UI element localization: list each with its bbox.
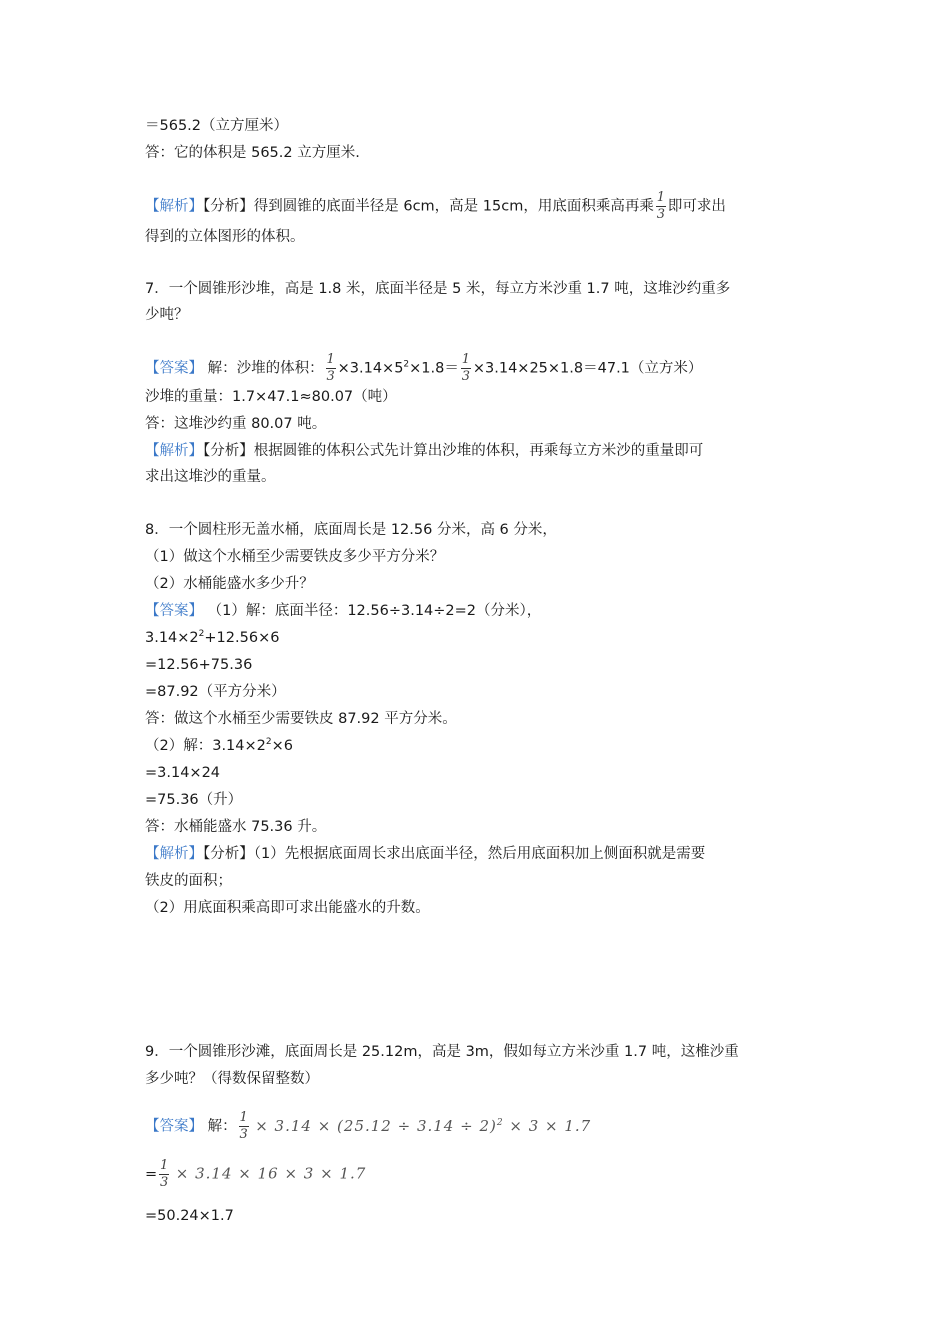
q7-question-line-2: 少吨？ [145, 307, 189, 323]
fraction-one-third: $\frac{1}{3}$ [461, 352, 471, 384]
q7-answer-line-3: 答：这堆沙约重 80.07 吨。 [145, 416, 327, 432]
p6-analysis [145, 190, 726, 223]
q7-analysis-line-2: 求出这堆沙的重量。 [145, 469, 276, 485]
q9-formula: × $3.14 \times (25.12 \div 3.14 \div 2)^2 \times 3 \times 1.7$ [255, 1116, 592, 1135]
q8-answer-line-7: =3.14×24 [145, 765, 221, 781]
answer-tag: 【答案】 [145, 603, 203, 619]
analysis-sub-tag: 【分析】 [203, 846, 254, 862]
q9-formula-2: × 3.14 × 16 × 3 × 1.7 [175, 1164, 367, 1183]
q7-answer-line-1: 【答案】 解：沙堆的体积： $\frac{1}{3}$ $\times 3.14\times 5^2\times 1.8=$ $\frac{1}{3}$ ×3.14×25×1.8＝47.1（立方米） [145, 352, 703, 384]
q8-analysis-line-1: 【解析】【分析】（1）先根据底面周长求出底面半径，然后用底面积加上侧面积就是需要 [145, 846, 706, 862]
p6-analysis-text-a: 得到圆锥的底面半径是 6cm，高是 15cm，用底面积乘高再乘 [253, 198, 654, 215]
analysis-tag: 【解析】 [145, 198, 203, 215]
q7-answer-line-2: 沙堆的重量：1.7×47.1≈80.07（吨） [145, 389, 397, 405]
q9-question-line-2: 多少吨？（得数保留整数） [145, 1071, 319, 1087]
analysis-tag: 【解析】 [145, 846, 203, 862]
q8-question-line-1: 8．一个圆柱形无盖水桶，底面周长是 12.56 分米，高 6 分米， [145, 522, 557, 538]
q9-answer-line-1: 【答案】 解： $\frac{1}{3}$ × $3.14 \times (25.12 \div 3.14 \div 2)^2 \times 3 \times 1.7$ [145, 1110, 592, 1142]
analysis-sub-tag: 【分析】 [203, 443, 254, 459]
q8-answer-line-5: 答：做这个水桶至少需要铁皮 87.92 平方分米。 [145, 711, 457, 727]
q8-answer-line-9: 答：水桶能盛水 75.36 升。 [145, 819, 327, 835]
fraction-one-third: $\frac{1}{3}$ [326, 352, 335, 384]
q9-answer-line-3: =50.24×1.7 [145, 1208, 234, 1224]
q9-answer-line-2: = $\frac{1}{3}$ × 3.14 × 16 × 3 × 1.7 [145, 1158, 367, 1190]
q8-analysis-line-3: （2）用底面积乘高即可求出能盛水的升数。 [145, 900, 430, 916]
p6-line-1: ＝565.2（立方厘米） [145, 118, 289, 134]
answer-tag: 【答案】 [145, 1118, 203, 1135]
analysis-tag: 【解析】 [145, 443, 203, 459]
q8-answer-line-1: 【答案】 （1）解：底面半径：12.56÷3.14÷2=2（分米）， [145, 603, 542, 619]
analysis-sub-tag: 【分析】 [203, 198, 254, 215]
q8-answer-line-3: =12.56+75.36 [145, 657, 253, 673]
q8-question-line-3: （2）水桶能盛水多少升？ [145, 576, 314, 592]
p6-line-2: 答：它的体积是 565.2 立方厘米. [145, 145, 360, 161]
p6-line-4: 得到的立体图形的体积。 [145, 229, 305, 245]
q9-question-line-1: 9．一个圆锥形沙滩，底面周长是 25.12m，高是 3m，假如每立方米沙重 1.7 吨，这椎沙重 [145, 1044, 739, 1060]
p6-analysis-text-b: 即可求出 [667, 198, 726, 215]
fraction-one-third: $\frac{1}{3}$ [160, 1158, 169, 1190]
q8-answer-line-2: $3.14\times 2^2+12.56\times 6$ [145, 629, 280, 646]
answer-tag: 【答案】 [145, 360, 203, 377]
q8-answer-line-8: =75.36（升） [145, 792, 243, 808]
fraction-one-third: $\frac{1}{3}$ [656, 190, 665, 222]
q7-analysis-line-1: 【解析】【分析】根据圆锥的体积公式先计算出沙堆的体积，再乘每立方米沙的重量即可 [145, 443, 704, 459]
q8-question-line-2: （1）做这个水桶至少需要铁皮多少平方分米？ [145, 549, 445, 565]
q8-answer-line-4: =87.92（平方分米） [145, 684, 286, 700]
q8-answer-line-6: （2）解：$3.14\times 2^2\times 6$ [145, 737, 293, 754]
fraction-one-third: $\frac{1}{3}$ [239, 1110, 248, 1142]
q7-question-line-1: 7．一个圆锥形沙堆，高是 1.8 米，底面半径是 5 米，每立方米沙重 1.7 吨，这堆沙约重多 [145, 281, 731, 297]
q8-analysis-line-2: 铁皮的面积； [145, 873, 232, 889]
